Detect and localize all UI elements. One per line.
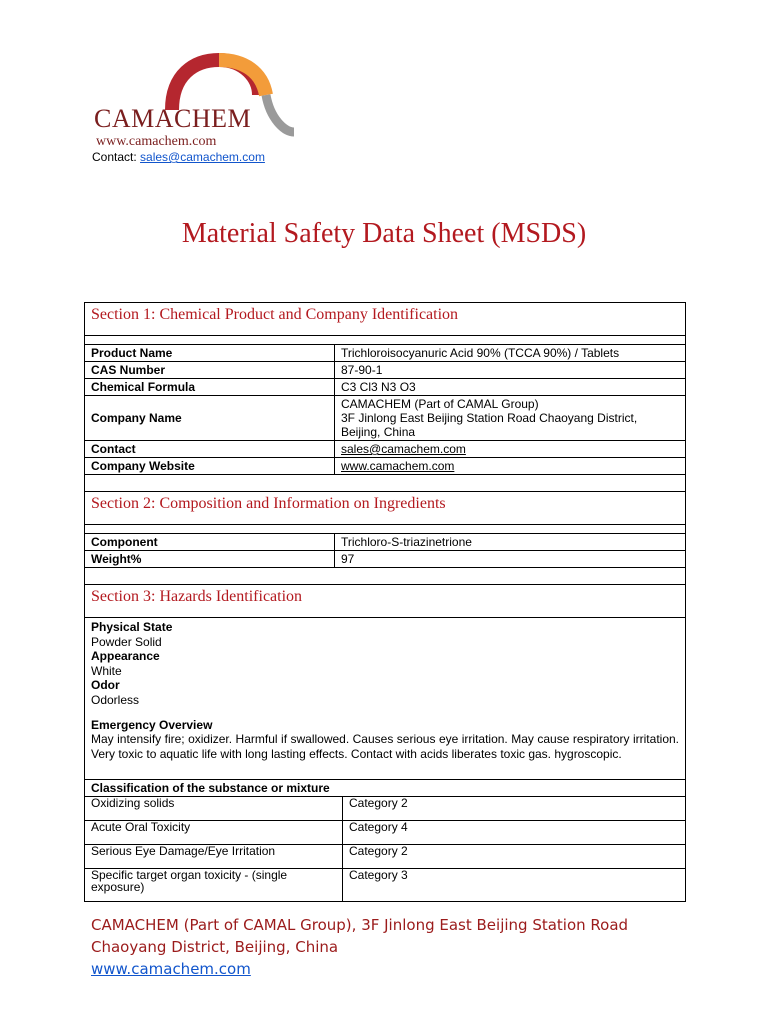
emergency-overview-text: May intensify fire; oxidizer. Harmful if swallowed. Causes serious eye irritation. May cause respiratory irritation. Very toxic to aquatic life with long lasting effects. Contact with acids liberates toxic gas. hygroscopic. (91, 732, 679, 761)
classification-name: Specific target organ toxicity - (single exposure) (85, 869, 343, 901)
row-value (335, 396, 685, 440)
company-line: CAMACHEM (Part of CAMAL Group) (341, 397, 539, 411)
contact-email-link[interactable]: sales@camachem.com (140, 150, 265, 164)
table-row (85, 345, 685, 362)
spacer (85, 336, 685, 345)
table-row (85, 551, 685, 568)
row-key: Company Website (85, 458, 335, 474)
section1-heading: Section 1: Chemical Product and Company Identification (85, 303, 685, 336)
appearance-label: Appearance (91, 649, 160, 664)
spacer (85, 568, 685, 585)
row-key: Component (85, 534, 335, 550)
hazards-block (85, 618, 685, 780)
page-title: Material Safety Data Sheet (MSDS) (181, 218, 587, 249)
table-row (85, 396, 685, 441)
classification-category: Category 3 (349, 868, 408, 883)
contact-line (92, 150, 265, 164)
section2-heading: Section 2: Composition and Information on Ingredients (85, 492, 685, 525)
classification-heading: Classification of the substance or mixture (85, 780, 685, 797)
table-row (85, 441, 685, 458)
odor-label: Odor (91, 678, 120, 693)
footer-website-link[interactable]: www.camachem.com (91, 960, 251, 978)
contact-email-link[interactable]: sales@camachem.com (341, 442, 466, 456)
row-key: Company Name (85, 396, 335, 440)
footer-line: CAMACHEM (Part of CAMAL Group), 3F Jinlong East Beijing Station Road (91, 916, 629, 934)
classification-row (85, 845, 685, 869)
spacer (85, 475, 685, 492)
appearance-value: White (91, 663, 122, 678)
classification-row (85, 869, 685, 902)
table-row (85, 362, 685, 379)
row-key: Product Name (85, 345, 335, 361)
company-logo (94, 50, 300, 150)
emergency-overview-label: Emergency Overview (91, 717, 213, 732)
row-value (335, 458, 685, 474)
logo-name: CAMACHEM (94, 104, 252, 133)
row-value (335, 441, 685, 457)
section3-heading: Section 3: Hazards Identification (85, 585, 685, 618)
classification-name: Serious Eye Damage/Eye Irritation (85, 845, 343, 868)
classification-name: Oxidizing solids (85, 797, 343, 820)
classification-row (85, 797, 685, 821)
row-value: 97 (341, 552, 355, 566)
row-key: Contact (85, 441, 335, 457)
company-line: Beijing, China (341, 425, 416, 439)
website-link[interactable]: www.camachem.com (341, 459, 455, 473)
odor-value: Odorless (91, 692, 140, 707)
row-value: 87-90-1 (341, 363, 383, 377)
classification-category: Category 4 (349, 820, 408, 835)
msds-table (84, 302, 686, 902)
classification-row (85, 821, 685, 845)
row-key: Chemical Formula (85, 379, 335, 395)
footer-address (91, 914, 628, 980)
footer-line: Chaoyang District, Beijing, China (91, 938, 339, 956)
table-row (85, 458, 685, 475)
classification-category: Category 2 (349, 844, 408, 859)
physical-state-value: Powder Solid (91, 634, 162, 649)
row-value: Trichloro-S-triazinetrione (341, 535, 472, 549)
logo-url: www.camachem.com (96, 134, 217, 149)
row-value: Trichloroisocyanuric Acid 90% (TCCA 90%) / Tablets (341, 346, 620, 360)
physical-state-label: Physical State (91, 620, 173, 634)
row-key: Weight% (85, 551, 335, 567)
classification-name: Acute Oral Toxicity (85, 821, 343, 844)
row-key: CAS Number (85, 362, 335, 378)
table-row (85, 379, 685, 396)
contact-label: Contact: (92, 150, 137, 164)
spacer (85, 525, 685, 534)
company-line: 3F Jinlong East Beijing Station Road Chaoyang District, (341, 411, 638, 425)
table-row (85, 534, 685, 551)
row-value: C3 Cl3 N3 O3 (341, 380, 416, 394)
classification-category: Category 2 (349, 796, 408, 811)
